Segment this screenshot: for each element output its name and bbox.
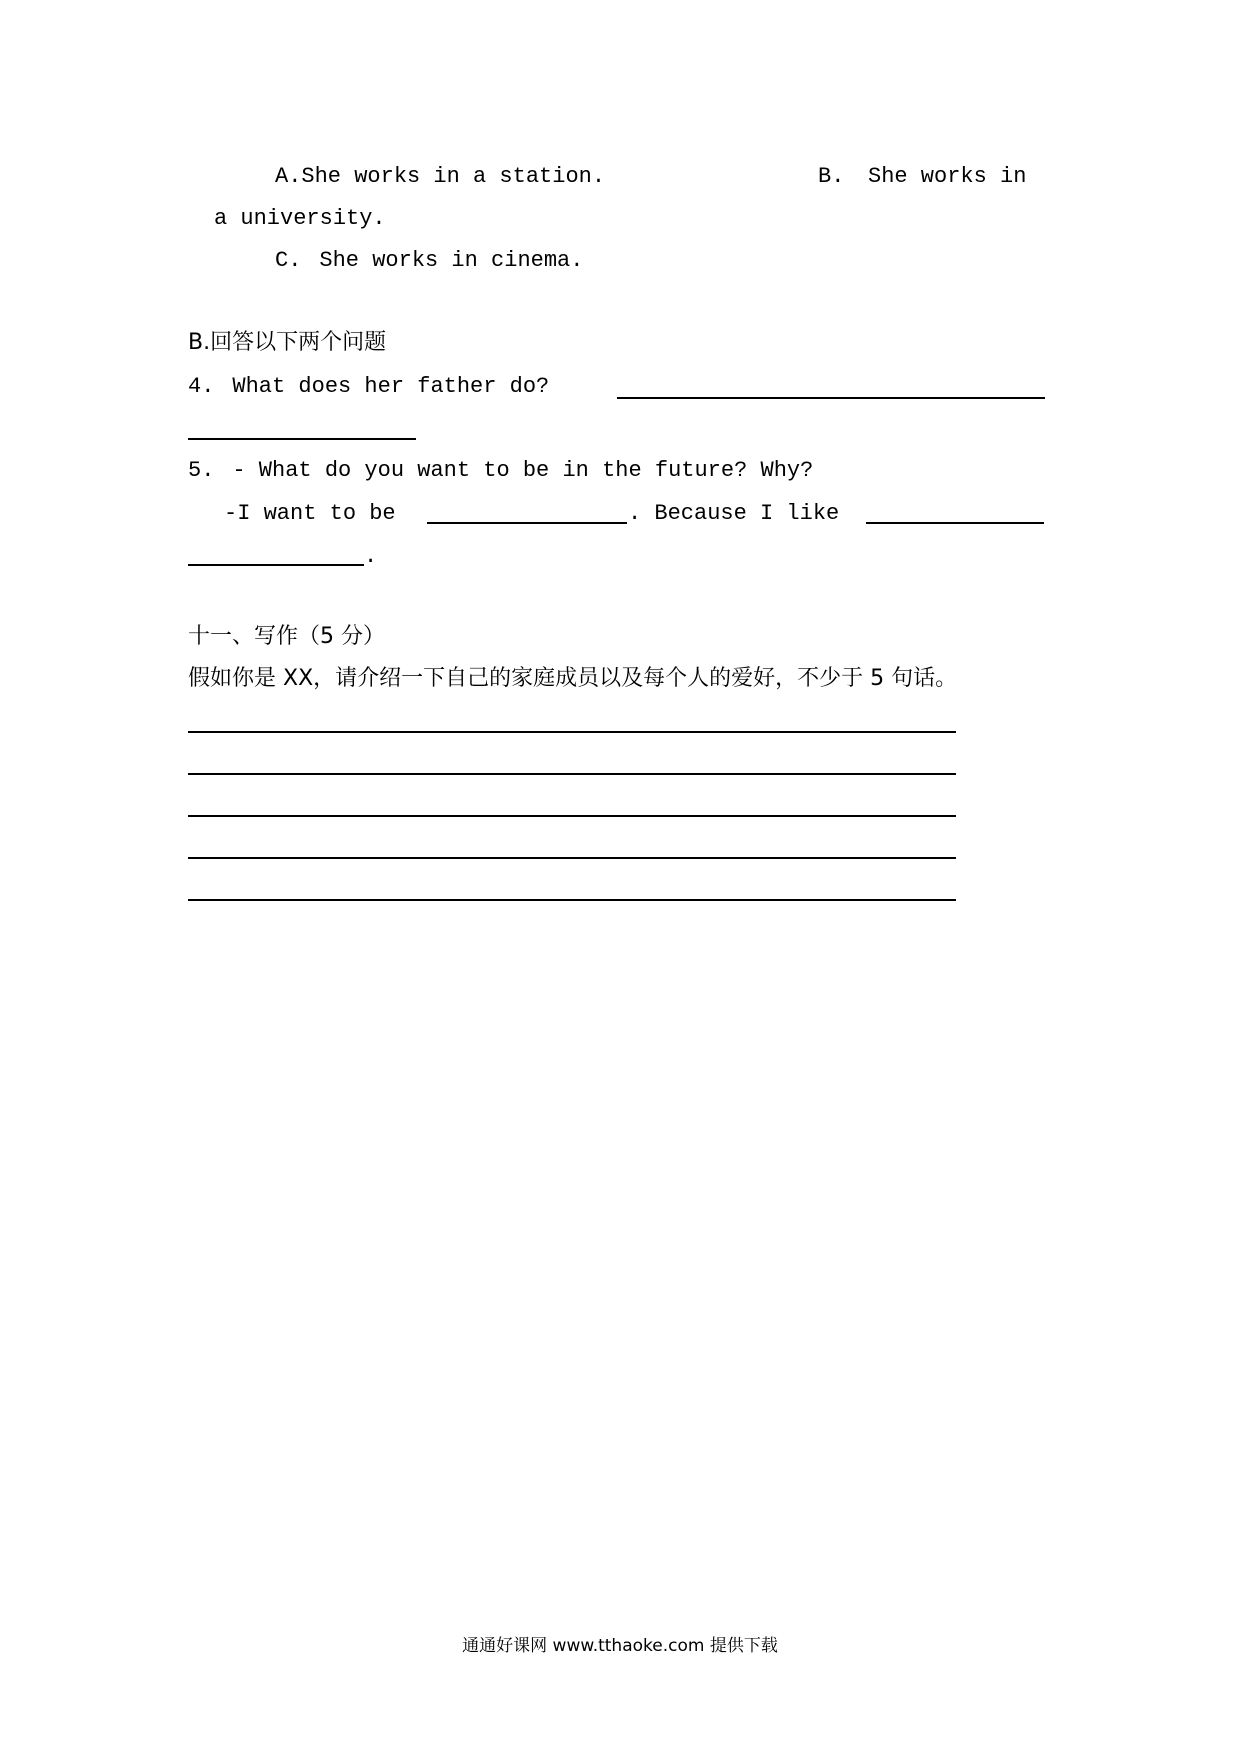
q3-option-b-continuation: a university.	[214, 206, 386, 231]
page-footer: 通通好课网 www.tthaoke.com 提供下载	[462, 1636, 778, 1656]
writing-line-4[interactable]	[188, 857, 956, 859]
q5-like-blank-2[interactable]	[188, 564, 364, 566]
q3-option-a: A.She works in a station.	[275, 164, 606, 189]
q5-number: 5.	[188, 458, 215, 483]
q5-like-blank-1[interactable]	[866, 522, 1044, 524]
writing-prompt: 假如你是 XX，请介绍一下自己的家庭成员以及每个人的爱好，不少于 5 句话。	[188, 666, 958, 691]
writing-line-3[interactable]	[188, 815, 956, 817]
q5-question-line	[188, 460, 813, 482]
q5-job-blank[interactable]	[427, 522, 627, 524]
q3-option-c	[275, 250, 583, 272]
writing-line-1[interactable]	[188, 731, 956, 733]
q4-text: What does her father do?	[232, 374, 550, 399]
section-b-heading: B.回答以下两个问题	[188, 330, 387, 355]
q3-option-c-label: C.	[275, 248, 302, 273]
q5-answer-start: -I want to be	[224, 501, 396, 526]
q3-option-b-text: She works in	[868, 164, 1027, 189]
q3-option-c-text: She works in cinema.	[319, 248, 584, 273]
q4-number: 4.	[188, 374, 215, 399]
writing-heading: 十一、写作（5 分）	[188, 624, 385, 649]
q5-question: - What do you want to be in the future? Why?	[232, 458, 814, 483]
writing-line-5[interactable]	[188, 899, 956, 901]
q4-line	[188, 376, 549, 398]
q5-because: . Because I like	[628, 501, 840, 526]
q4-answer-line-1[interactable]	[617, 397, 1045, 399]
q5-end-period: .	[364, 544, 378, 569]
q3-option-b-label: B.	[818, 164, 845, 189]
q4-answer-line-2[interactable]	[188, 438, 416, 440]
writing-line-2[interactable]	[188, 773, 956, 775]
